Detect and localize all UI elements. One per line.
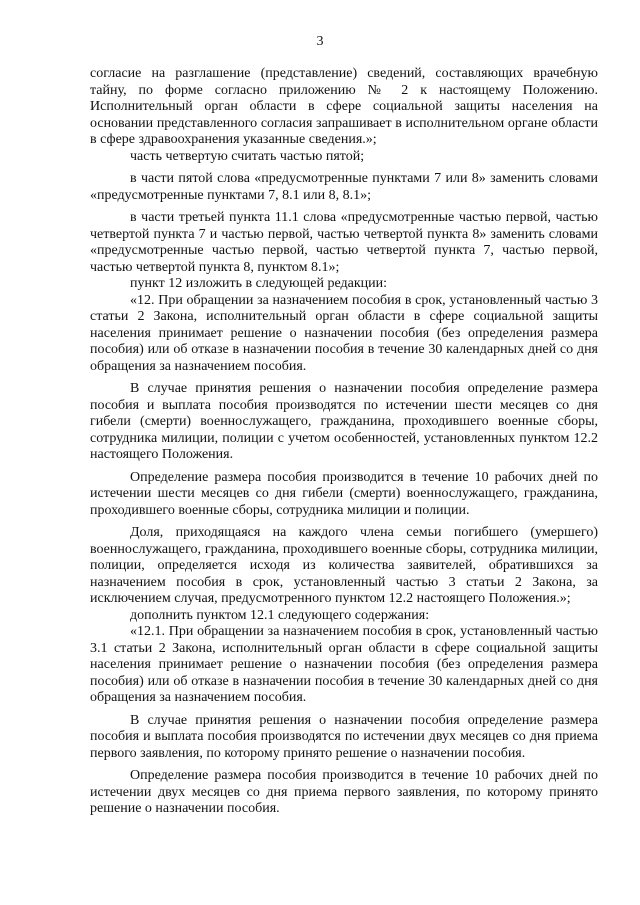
page-number: 3 [316,34,324,49]
paragraph-item-12-1-decision: В случае принятия решения о назначении пособия определение размера пособия и выплата пособия производятся по истечении двух месяцев со дня приема первого заявления, по которому принято решение о назначении пособия. [90,712,598,761]
paragraph-item-12-text: «12. При обращении за назначением пособия в срок, установленный частью 3 статьи 2 Закона, исполнительный орган области в сфере социальной защиты населения принимает решение о назначении пособия (без определения размера пособия) или об отказе в назначении пособия в течение 30 календарных дней со дня обращения за назначением пособия. [90,292,598,374]
paragraph-item-12-size: Определение размера пособия производится в течение 10 рабочих дней по истечении шести месяцев со дня гибели (смерти) военнослужащего, гражданина, проходившего военные сборы, сотрудника милиции и полиции. [90,469,598,518]
paragraph-item-12-share: Доля, приходящаяся на каждого члена семьи погибшего (умершего) военнослужащего, гражданина, проходившего военные сборы, сотрудника милиции, полиции, определяется исходя из количества заявителей, обратившихся за назначением пособия в срок, установленный частью 3 статьи 2 Закона, за исключением случая, предусмотренного пунктом 12.2 настоящего Положения.»; [90,525,598,606]
paragraph-item-12-1-intro: дополнить пунктом 12.1 следующего содержания: [130,607,430,623]
document-body [90,66,598,818]
paragraph-amendment-part-four: часть четвертую считать частью пятой; [130,148,365,164]
paragraph-amendment-item-11-1: в части третьей пункта 11.1 слова «предусмотренные частью первой, частью четвертой пункта 7 и частью первой, частью четвертой пункта 8» заменить словами «предусмотренные частью первой, частью четвертой пункта 7, частью первой, частью четвертой пункта 8, пунктом 8.1»; [90,210,598,275]
paragraph-amendment-part-five: в части пятой слова «предусмотренные пунктами 7 или 8» заменить словами «предусмотренные пунктами 7, 8.1 или 8, 8.1»; [90,171,598,203]
paragraph-continuation: согласие на разглашение (представление) сведений, составляющих врачебную тайну, по форме согласно приложению № 2 к настоящему Положению. Исполнительный орган области в сфере социальной защиты населения на основании представленного согласия запрашивает в исполнительном органе области в сфере здравоохранения указанные сведения.»; [90,66,598,147]
paragraph-item-12-intro: пункт 12 изложить в следующей редакции: [130,276,387,291]
paragraph-item-12-1-text: «12.1. При обращении за назначением пособия в срок, установленный частью 3.1 статьи 2 Закона, исполнительный орган области в сфере социальной защиты населения принимает решение о назначении пособия (без определения размера пособия) или об отказе в назначении пособия в течение 30 календарных дней со дня обращения за назначением пособия. [90,624,598,705]
paragraph-item-12-decision: В случае принятия решения о назначении пособия определение размера пособия и выплата пособия производятся по истечении шести месяцев со дня гибели (смерти) военнослужащего, гражданина, проходившего военные сборы, сотрудника милиции, полиции с учетом особенностей, установленных пунктом 12.2 настоящего Положения. [90,381,598,462]
paragraph-item-12-1-size: Определение размера пособия производится в течение 10 рабочих дней по истечении двух месяцев со дня приема первого заявления, по которому принято решение о назначении пособия. [90,768,598,816]
